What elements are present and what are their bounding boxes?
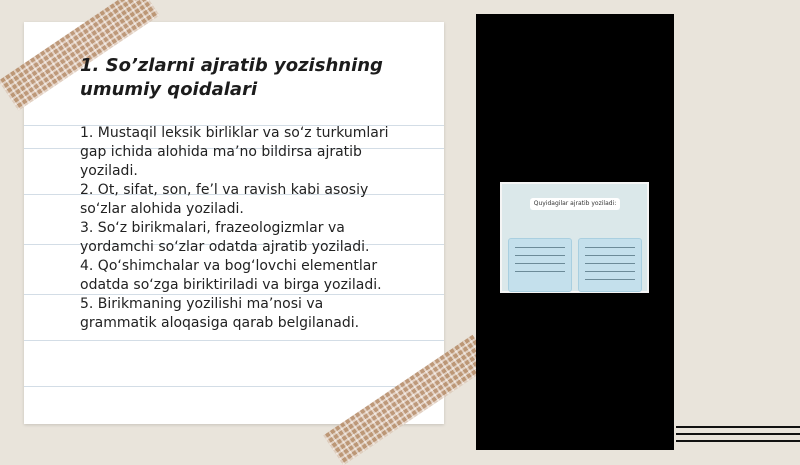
paper-rule — [24, 340, 444, 341]
rules-text — [80, 124, 425, 333]
text-line: 2. Ot, sifat, son, fe’l va ravish kabi asosiy — [80, 182, 369, 198]
text-line: odatda so‘zga biriktiriladi va birga yoziladi. — [80, 277, 382, 293]
text-line: 3. So‘z birikmalari, frazeologizmlar va — [80, 220, 345, 236]
text-line: so‘zlar alohida yoziladi. — [80, 201, 244, 217]
text-line: 1. Mustaqil leksik birliklar va so‘z turkumlari — [80, 125, 389, 141]
text-line: gap ichida alohida ma’no bildirsa ajratib — [80, 144, 362, 160]
slide-thumbnail — [500, 182, 649, 293]
text-line: yoziladi. — [80, 163, 138, 179]
text-line: 4. Qo‘shimchalar va bog‘lovchi elementlar — [80, 258, 378, 274]
text-line: grammatik aloqasiga qarab belgilanadi. — [80, 315, 360, 331]
text-line: 5. Birikmaning yozilishi ma’nosi va — [80, 296, 324, 312]
thumbnail-title: Quyidagilar ajratib yoziladi: — [530, 198, 620, 210]
thumbnail-card — [578, 238, 642, 292]
thumbnail-card — [508, 238, 572, 292]
slide-heading: 1. So’zlarni ajratib yozishning umumiy qoidalari — [80, 55, 383, 100]
paper-rule — [24, 386, 444, 387]
decorative-lines — [676, 424, 800, 444]
text-line: yordamchi so‘zlar odatda ajratib yoziladi. — [80, 239, 370, 255]
